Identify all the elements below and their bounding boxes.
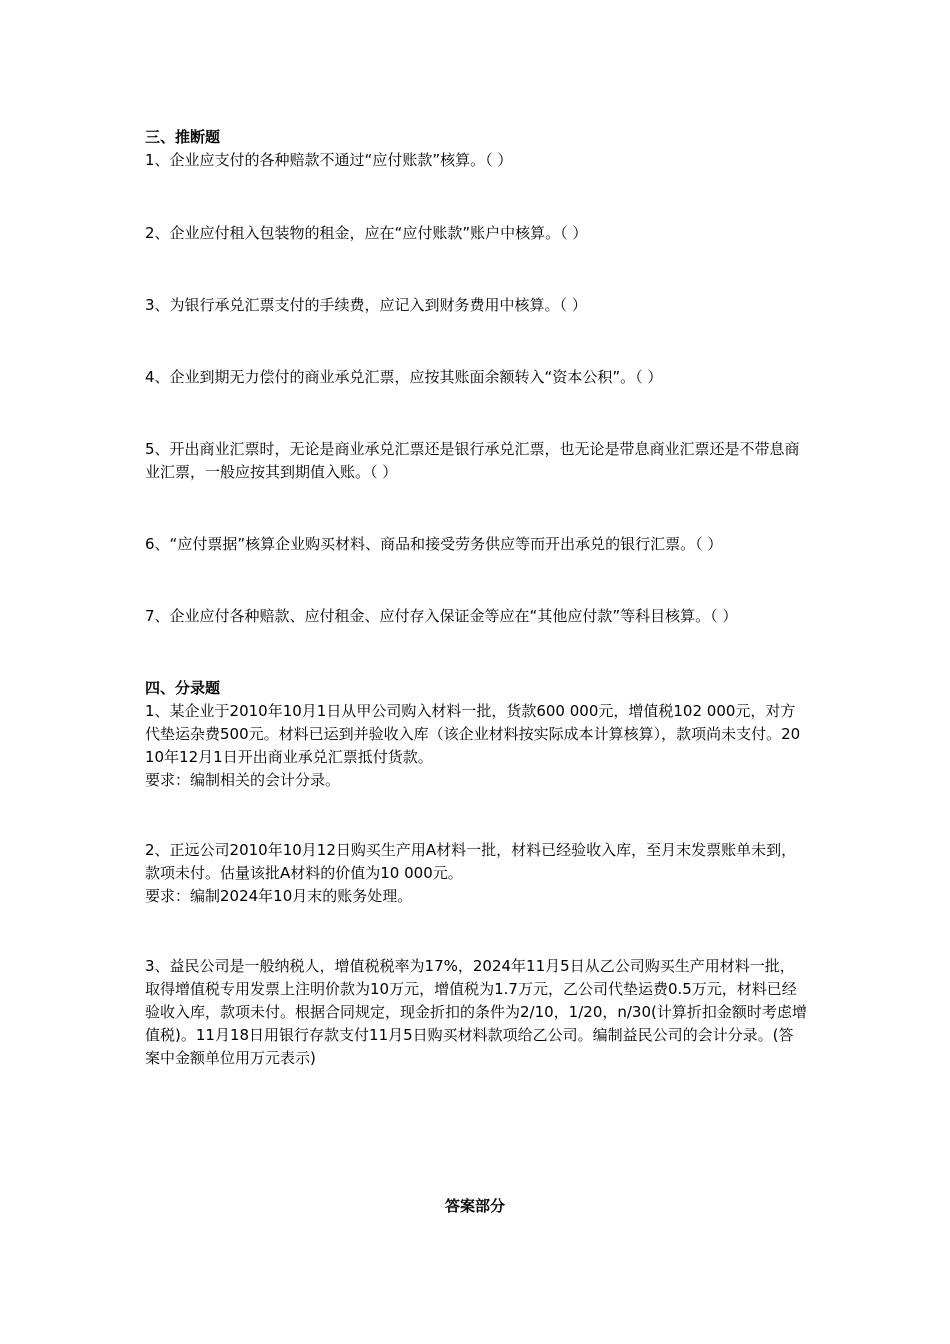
entry-question-1-requirement: 要求：编制相关的会计分录。 [145, 771, 341, 789]
entry-question-2-text: 2、正远公司2010年10月12日购买生产用A材料一批，材料已经验收入库，至月末发票账单未到，款项未付。估量该批A材料的价值为10 000元。 [145, 841, 797, 882]
section-title-judgement: 三、推断题 [145, 128, 221, 146]
judgement-question-1: 1、企业应支付的各种赔款不通过“应付账款”核算。（ ） [145, 151, 513, 169]
judgement-question-6: 6、“应付票据”核算企业购买材料、商品和接受劳务供应等而开出承兑的银行汇票。（ ） [145, 535, 723, 553]
judgement-question-5: 5、开出商业汇票时，无论是商业承兑汇票还是银行承兑汇票，也无论是带息商业汇票还是不带息商业汇票，一般应按其到期值入账。（ ） [145, 440, 800, 481]
entry-question-1-text: 1、某企业于2010年10月1日从甲公司购入材料一批，货款600 000元，增值税102 000元，对方代垫运杂费500元。材料已运到并验收入库（该企业材料按实际成本计算核算），款项尚未支付。2010年12月1日开出商业承兑汇票抵付货款。 [145, 702, 801, 766]
section-title-entries: 四、分录题 [145, 679, 221, 697]
entry-question-1 [145, 700, 807, 792]
document-content [145, 126, 807, 1117]
entry-question-2 [145, 839, 807, 908]
answers-section-title: 答案部分 [444, 1197, 505, 1215]
entry-question-3 [145, 955, 807, 1070]
entry-question-2-requirement: 要求：编制2024年10月末的账务处理。 [145, 887, 413, 905]
judgement-question-7: 7、企业应付各种赔款、应付租金、应付存入保证金等应在“其他应付款”等科目核算。（ ） [145, 607, 738, 625]
judgement-question-4: 4、企业到期无力偿付的商业承兑汇票，应按其账面余额转入“资本公积”。（ ） [145, 368, 663, 386]
judgement-question-3: 3、为银行承兑汇票支付的手续费，应记入到财务费用中核算。（ ） [145, 296, 587, 314]
entry-question-3-text: 3、益民公司是一般纳税人，增值税税率为17%，2024年11月5日从乙公司购买生产用材料一批，取得增值税专用发票上注明价款为10万元，增值税为1.7万元，乙公司代垫运费0.5万元，材料已经验收入库，款项未付。根据合同规定，现金折扣的条件为2/10，1/20，n/30(计算折扣金额时考虑增值税)。11月18日用银行存款支付11月5日购买材料款项给乙公司。编制益民公司的会计分录。(答案中金额单位用万元表示) [145, 957, 807, 1067]
judgement-question-2: 2、企业应付租入包装物的租金，应在“应付账款”账户中核算。（ ） [145, 224, 588, 242]
